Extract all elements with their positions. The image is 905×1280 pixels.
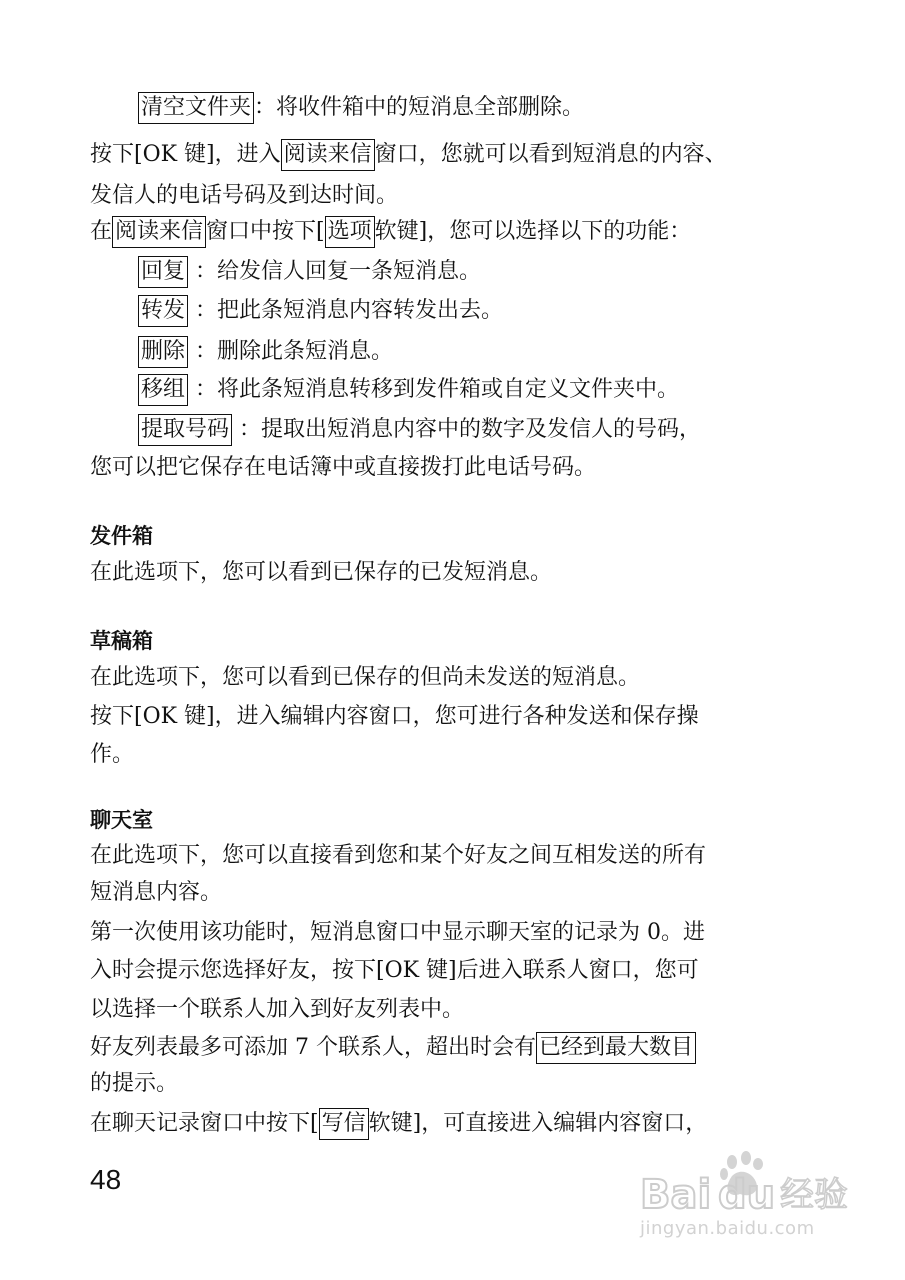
term-move: 移组 <box>138 374 188 406</box>
paragraph-line: 入时会提示您选择好友，按下[OK 键]后进入联系人窗口，您可 <box>90 958 699 983</box>
text-segment: 窗口中按下[ <box>206 219 325 244</box>
heading-chat-room: 聊天室 <box>90 808 153 832</box>
text-segment: 好友列表最多可添加 7 个联系人，超出时会有 <box>90 1035 536 1060</box>
watermark-url: jingyan.baidu.com <box>640 1218 815 1239</box>
term-write-message: 写信 <box>319 1108 369 1140</box>
paragraph-line: 作。 <box>90 742 135 767</box>
line-options <box>90 212 691 252</box>
term-clear-folder: 清空文件夹 <box>138 92 254 124</box>
paragraph-line: 的提示。 <box>90 1071 179 1096</box>
line-max-contacts <box>90 1028 696 1068</box>
term-read-message: 阅读来信 <box>281 139 375 171</box>
term-reply: 回复 <box>138 256 188 288</box>
svg-text:经验: 经验 <box>780 1175 848 1215</box>
paragraph-line: 在此选项下，您可以看到已保存的但尚未发送的短消息。 <box>90 665 641 690</box>
desc-clear-folder: ：将收件箱中的短消息全部删除。 <box>254 95 585 120</box>
line-write-message <box>90 1104 707 1144</box>
paragraph-line: 第一次使用该功能时，短消息窗口中显示聊天室的记录为 0。进 <box>90 920 705 945</box>
term-max-reached: 已经到最大数目 <box>536 1032 696 1064</box>
paragraph-line: 在此选项下，您可以看到已保存的已发短消息。 <box>90 560 553 585</box>
text-segment: 窗口，您就可以看到短消息的内容、 <box>374 142 727 167</box>
paragraph-line: 发信人的电话号码及到达时间。 <box>90 183 399 208</box>
option-desc: ：提取出短消息内容中的数字及发信人的号码， <box>232 417 702 442</box>
paragraph-line: 短消息内容。 <box>90 880 223 905</box>
svg-text:du: du <box>718 1172 776 1218</box>
option-extract <box>138 410 701 450</box>
heading-outbox: 发件箱 <box>90 524 153 548</box>
watermark <box>640 1148 880 1248</box>
text-segment: 在聊天记录窗口中按下[ <box>90 1111 319 1136</box>
heading-drafts: 草稿箱 <box>90 629 153 653</box>
option-forward <box>138 291 503 331</box>
option-desc: ：把此条短消息内容转发出去。 <box>188 298 504 323</box>
term-options: 选项 <box>325 216 375 248</box>
text-segment: 软键]，可直接进入编辑内容窗口， <box>368 1111 708 1136</box>
paragraph-line: 按下[OK 键]，进入编辑内容窗口，您可进行各种发送和保存操 <box>90 704 699 729</box>
text-segment: 按下[OK 键]，进入 <box>90 142 281 167</box>
paragraph-line: 在此选项下，您可以直接看到您和某个好友之间互相发送的所有 <box>90 843 707 868</box>
line-clear-folder <box>138 88 584 128</box>
line-read-message <box>90 135 727 175</box>
paragraph-line: 以选择一个联系人加入到好友列表中。 <box>90 997 465 1022</box>
option-reply <box>138 252 481 292</box>
term-delete: 删除 <box>138 336 188 368</box>
term-forward: 转发 <box>138 295 188 327</box>
text-segment: 在 <box>90 219 113 244</box>
option-desc: ：给发信人回复一条短消息。 <box>188 259 482 284</box>
page-number: 48 <box>90 1164 122 1195</box>
baidu-jingyan-logo <box>640 1148 880 1218</box>
paragraph-line: 您可以把它保存在电话簿中或直接拨打此电话号码。 <box>90 455 597 480</box>
svg-text:Bai: Bai <box>640 1172 712 1218</box>
text-segment: 软键]，您可以选择以下的功能： <box>374 219 692 244</box>
option-desc: ：将此条短消息转移到发件箱或自定义文件夹中。 <box>188 377 680 402</box>
option-delete <box>138 332 393 372</box>
term-read-message-2: 阅读来信 <box>112 216 206 248</box>
option-move <box>138 370 679 410</box>
term-extract: 提取号码 <box>138 414 232 446</box>
option-desc: ：删除此条短消息。 <box>188 339 394 364</box>
